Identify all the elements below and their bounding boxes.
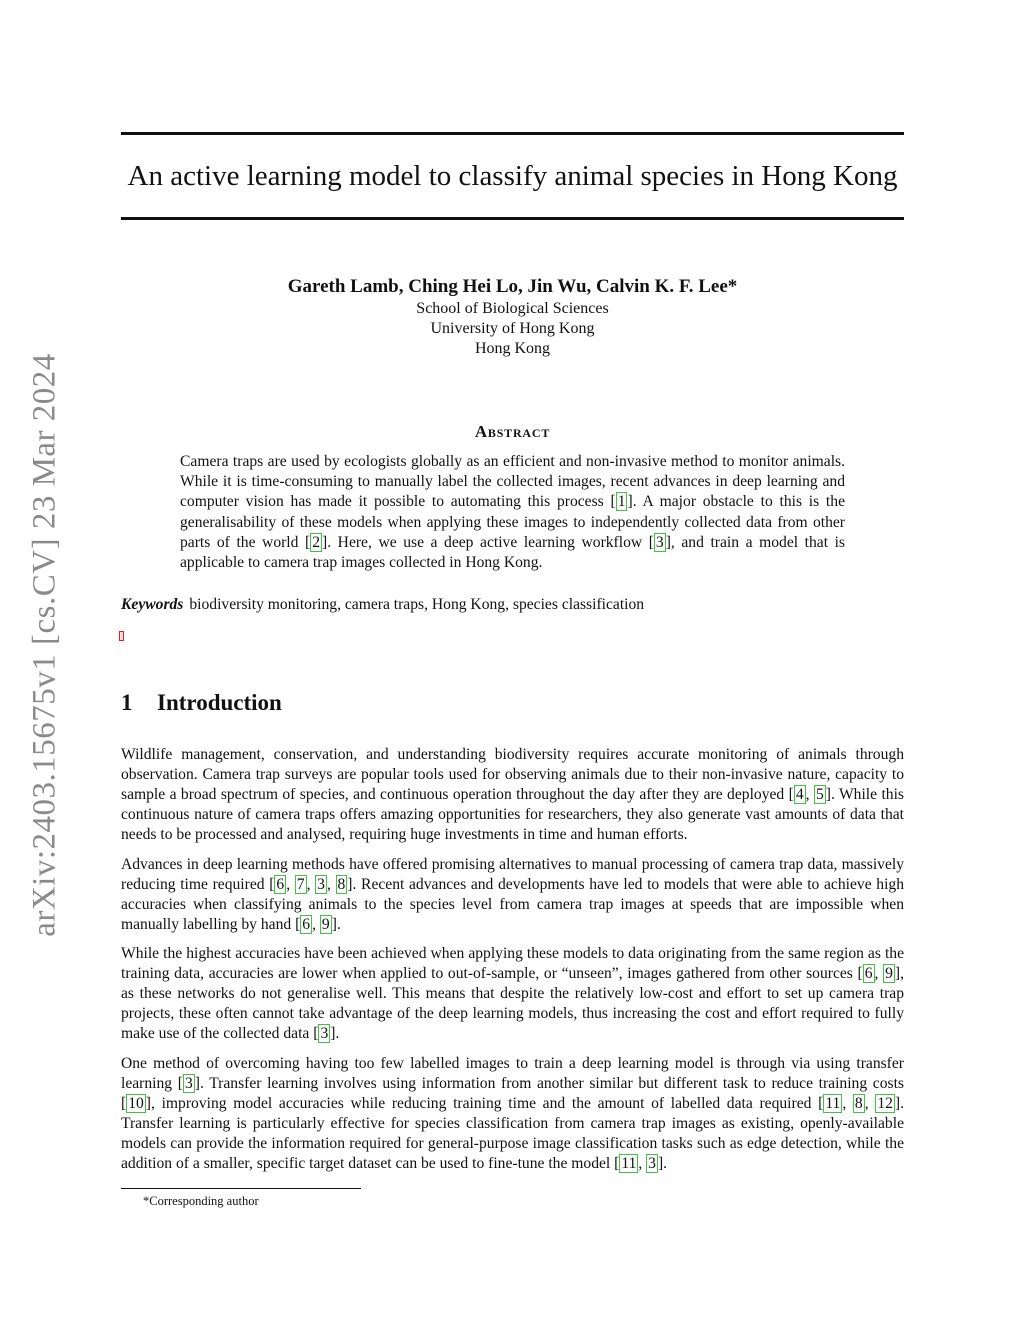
abstract-text: Camera traps are used by ecologists globally as an efficient and non-invasive method to monitor animals. While it is time-consuming to manually label the collected images, recent advances in deep learning and computer vision has made it possible to automating this process [ 1 ]. A major obstacle to this is the generalisability of these models when applying these images to independently collected data from other parts of the world [ 2 ]. Here, we use a deep active learning workflow [ 3 ], and train a model that is applicable to camera trap images collected in Hong Kong. (180, 453, 846, 572)
arxiv-identifier[interactable]: arXiv:2403.15675v1 [cs.CV] 23 Mar 2024 (26, 353, 63, 937)
citation-link[interactable]: 3 (317, 875, 325, 893)
introduction-body (121, 745, 904, 1183)
keywords-line (121, 595, 904, 615)
citation-link[interactable]: 5 (815, 786, 824, 803)
footnote-rule (121, 1188, 361, 1189)
citation-link[interactable]: 7 (296, 875, 305, 893)
affiliation-location: Hong Kong (474, 340, 551, 357)
author-block (121, 275, 904, 359)
paper-title: An active learning model to classify animal species in Hong Kong (127, 160, 898, 192)
author-list: Gareth Lamb, Ching Hei Lo, Jin Wu, Calvin K. F. Lee* (287, 276, 738, 297)
title-bottom-rule (121, 217, 904, 220)
keywords-label: Keywords (121, 596, 184, 613)
section-heading (121, 690, 282, 716)
citation-link[interactable]: 6 (276, 875, 285, 893)
citation-link[interactable]: 3 (648, 1154, 656, 1172)
section-title: Introduction (157, 690, 282, 715)
citation-link[interactable]: 9 (885, 965, 893, 982)
citation-link[interactable]: 10 (128, 1094, 144, 1112)
paragraph: Wildlife management, conservation, and understanding biodiversity requires accurate monitoring of animals through observation. Camera trap surveys are popular tools used for observing animals due to their non-invasive nature, capacity to sample a broad spectrum of species, and continuous operation throughout the day after they are deployed [ 4 , 5 ]. While this continuous nature of camera traps offers amazing opportunities for researchers, they also generate vast amounts of data that needs to be processed and analysed, requiring huge investments in time and human efforts. (121, 746, 904, 843)
citation-link[interactable]: 6 (864, 965, 873, 982)
affiliation-school: School of Biological Sciences (416, 300, 609, 317)
citation-link[interactable]: 1 (617, 493, 626, 511)
footnote: *Corresponding author (143, 1194, 259, 1208)
citation-link[interactable]: 9 (321, 915, 330, 933)
paragraph: One method of overcoming having too few labelled images to train a deep learning model is through via using transfer learning [ 3 ]. Transfer learning involves using information from another similar but different task to reduce training costs [ 10 ], improving model accuracies while reducing training time and the amount of labelled data required [ 11 , 8 , 12 ]. Transfer learning is particularly effective for species classification from camera trap images as existing, openly-available models can provide the information required for general-purpose image classification tasks such as edge detection, while the addition of a smaller, specific target dataset can be used to fine-tune the model [ 11 , 3 ]. (121, 1054, 905, 1172)
citation-link[interactable]: 11 (621, 1154, 637, 1172)
link-marker[interactable] (119, 631, 124, 641)
citation-link[interactable]: 11 (825, 1094, 841, 1112)
citation-link[interactable]: 3 (655, 533, 664, 551)
citation-link[interactable]: 12 (877, 1094, 893, 1112)
paragraph: While the highest accuracies have been achieved when applying these models to data originating from the same region as the training data, accuracies are lower when applied to out-of-sample, or “unseen”, images gathered from other sources [ 6 , 9 ], as these networks do not generalise well. This means that despite the relatively low-cost and effort to set up camera trap projects, these often cannot take advantage of the deep learning models, thus increasing the cost and effort required to fully make use of the collected data [ 3 ]. (121, 945, 904, 1042)
keywords-text: biodiversity monitoring, camera traps, Hong Kong, species classification (189, 596, 645, 613)
abstract-heading: Abstract (474, 422, 551, 441)
title-top-rule (121, 132, 904, 135)
section-number: 1 (121, 690, 133, 715)
citation-link[interactable]: 8 (337, 875, 346, 893)
affiliation-university: University of Hong Kong (430, 320, 595, 337)
citation-link[interactable]: 2 (312, 533, 321, 551)
citation-link[interactable]: 4 (795, 786, 804, 803)
citation-link[interactable]: 3 (320, 1025, 329, 1042)
paragraph: Advances in deep learning methods have offered promising alternatives to manual processing of camera trap data, massively reducing time required [ 6 , 7 , 3 , 8 ]. Recent advances and developments have led to models that were able to achieve high accuracies when classifying animals to the species level from camera trap images at speeds that are impossible when manually labelling by hand [ 6 , 9 ]. (121, 855, 905, 933)
citation-link[interactable]: 3 (184, 1074, 193, 1092)
citation-link[interactable]: 8 (854, 1094, 863, 1112)
citation-link[interactable]: 6 (302, 915, 311, 933)
